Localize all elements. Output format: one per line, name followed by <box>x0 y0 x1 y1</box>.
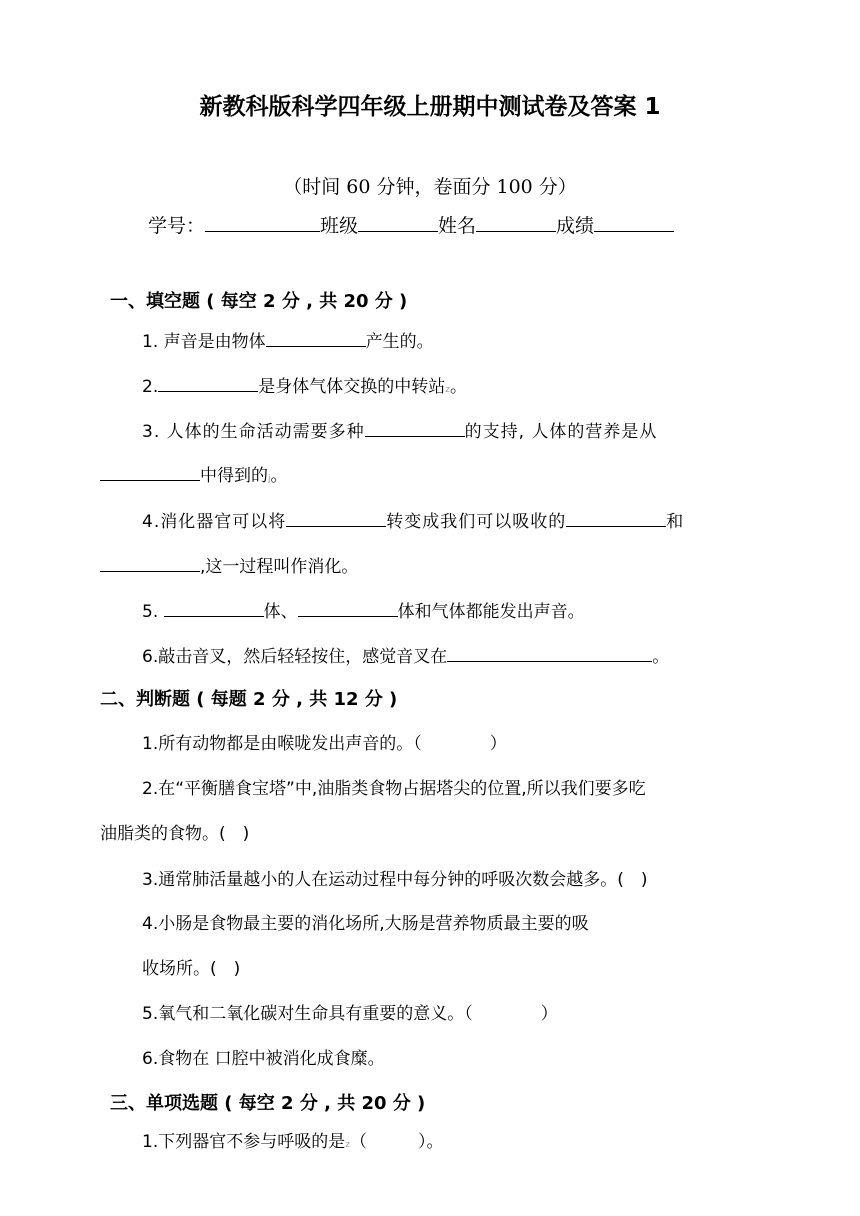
fill-question-4-cont <box>100 553 358 579</box>
student-id-blank[interactable] <box>205 213 320 232</box>
question-text: 是身体气体交换的中转站 <box>258 377 446 397</box>
name-label: 姓名 <box>438 215 477 237</box>
student-info-row <box>148 213 674 239</box>
answer-blank[interactable] <box>100 462 200 481</box>
choice-question-1 <box>142 1130 443 1157</box>
question-text: （ ）。 <box>349 1132 444 1152</box>
stray-mark: z <box>445 385 450 395</box>
question-text: 。 <box>270 466 288 486</box>
question-text: 2. <box>142 377 159 397</box>
question-text: 体和气体都能发出声音。 <box>397 602 585 622</box>
question-text: 3. 人体的生命活动需要多种 <box>142 422 365 442</box>
answer-blank[interactable] <box>365 418 465 437</box>
judge-question-3: 3.通常肺活量越小的人在运动过程中每分钟的呼吸次数会越多。( ) <box>142 870 648 890</box>
page-title: 新教科版科学四年级上册期中测试卷及答案 1 <box>199 94 661 120</box>
question-text: 产生的。 <box>365 332 434 352</box>
score-blank[interactable] <box>594 213 674 232</box>
answer-blank[interactable] <box>164 598 264 617</box>
judge-question-2-cont: 油脂类的食物。( ) <box>100 824 250 844</box>
question-text: 1. 声音是由物体 <box>142 332 266 352</box>
fill-question-4 <box>142 508 684 534</box>
judge-question-4-cont: 收场所。( ) <box>142 959 241 979</box>
fill-question-6 <box>142 643 669 669</box>
judge-question-4: 4.小肠是食物最主要的消化场所,大肠是营养物质最主要的吸 <box>142 914 589 934</box>
fill-question-5 <box>142 598 585 624</box>
question-text: 体、 <box>263 602 298 622</box>
answer-blank[interactable] <box>447 643 652 662</box>
question-text: ,这一过程叫作消化。 <box>200 557 359 577</box>
answer-blank[interactable] <box>566 508 666 527</box>
judge-question-5: 5.氧气和二氧化碳对生命具有重要的意义。（ ） <box>142 1004 558 1024</box>
fill-question-1 <box>142 328 434 354</box>
student-id-label: 学号： <box>148 215 206 237</box>
question-text: 的支持, 人体的营养是从 <box>464 422 658 442</box>
question-text: 1.下列器官不参与呼吸的是 <box>142 1132 346 1152</box>
score-label: 成绩 <box>556 215 595 237</box>
question-text: 6.敲击音叉，然后轻轻按住，感觉音叉在 <box>142 647 448 667</box>
answer-blank[interactable] <box>158 373 258 392</box>
class-label: 班级 <box>320 215 359 237</box>
question-text: 中得到的 <box>200 466 268 486</box>
question-text: 4.消化器官可以将 <box>142 512 287 532</box>
class-blank[interactable] <box>358 213 438 232</box>
question-text: 转变成我们可以吸收的 <box>386 512 567 532</box>
stray-mark: z <box>345 1140 350 1150</box>
question-text: 。 <box>449 377 467 397</box>
fill-question-3 <box>142 418 657 444</box>
fill-question-2 <box>142 373 467 402</box>
judge-question-2: 2.在“平衡膳食宝塔”中,油脂类食物占据塔尖的位置,所以我们要多吃 <box>142 779 646 799</box>
name-blank[interactable] <box>476 213 556 232</box>
judge-question-6: 6.食物在 口腔中被消化成食糜。 <box>142 1049 385 1069</box>
answer-blank[interactable] <box>298 598 398 617</box>
answer-blank[interactable] <box>286 508 386 527</box>
section-fill-in-heading: 一、填空题 ( 每空 2 分 , 共 20 分 ) <box>110 291 408 312</box>
answer-blank[interactable] <box>266 328 366 347</box>
question-text: 5. <box>142 602 159 622</box>
fill-question-3-cont <box>100 462 288 491</box>
section-multiple-choice-heading: 三、单项选题 ( 每空 2 分 , 共 20 分 ) <box>110 1093 426 1114</box>
stray-mark: j <box>268 474 271 484</box>
section-true-false-heading: 二、判断题 ( 每题 2 分 , 共 12 分 ) <box>100 689 398 710</box>
judge-question-1: 1.所有动物都是由喉咙发出声音的。（ ） <box>142 734 507 754</box>
exam-time-info: （时间 60 分钟，卷面分 100 分） <box>283 176 577 198</box>
question-text: 。 <box>652 647 670 667</box>
answer-blank[interactable] <box>100 553 200 572</box>
question-text: 和 <box>666 512 685 532</box>
